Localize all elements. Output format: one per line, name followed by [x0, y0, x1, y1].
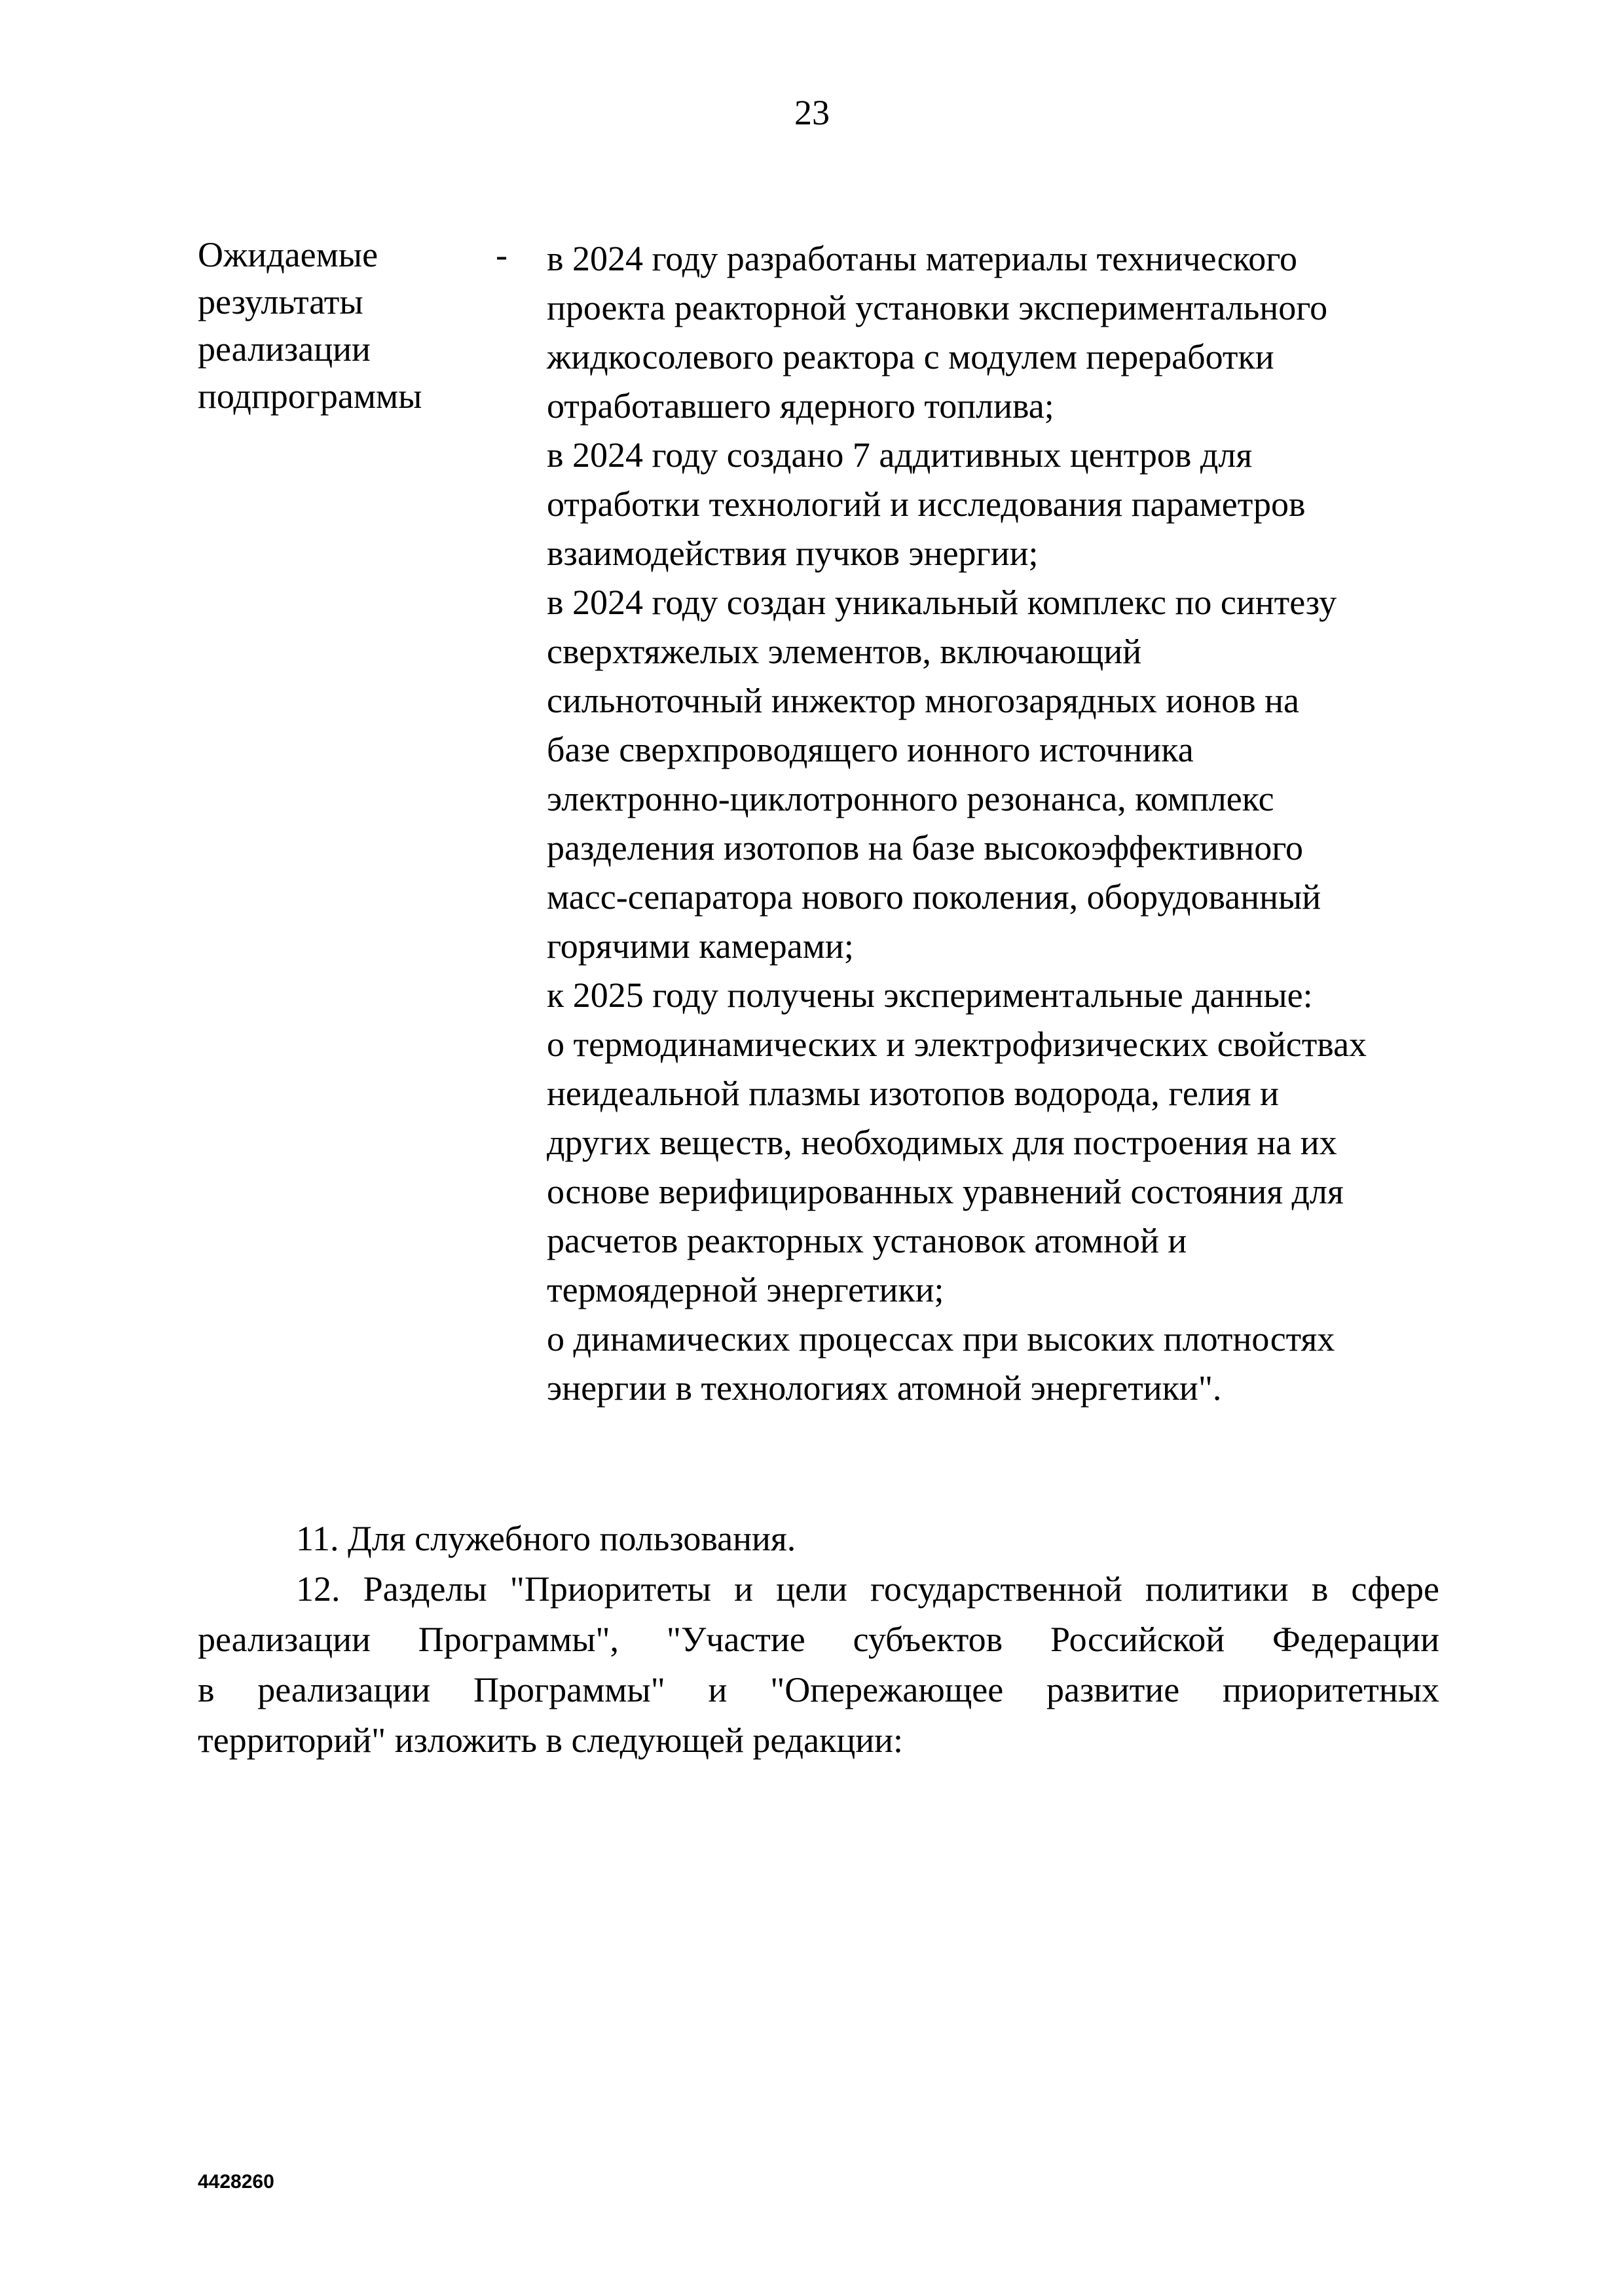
results-label	[198, 231, 473, 420]
results-line: в 2024 году создано 7 аддитивных центров для	[547, 435, 1253, 475]
body-paragraphs	[198, 1514, 1439, 1766]
results-line: расчетов реакторных установок атомной и	[547, 1221, 1187, 1260]
results-line: сильноточный инжектор многозарядных ионов на	[547, 681, 1299, 720]
results-line: базе сверхпроводящего ионного источника	[547, 730, 1194, 769]
paragraph-11: 11. Для служебного пользования.	[296, 1519, 796, 1558]
results-line: масс-сепаратора нового поколения, оборудованный	[547, 877, 1321, 917]
results-line: разделения изотопов на базе высокоэффективного	[547, 828, 1304, 867]
results-line: других веществ, необходимых для построения на их	[547, 1123, 1337, 1162]
results-line: неидеальной плазмы изотопов водорода, гелия и	[547, 1074, 1279, 1113]
paragraph-12-line: территорий" изложить в следующей редакции:	[198, 1721, 904, 1760]
results-line: отработки технологий и исследования параметров	[547, 484, 1306, 524]
results-dash: -	[496, 235, 507, 274]
results-line: жидкосолевого реактора с модулем переработки	[547, 337, 1274, 376]
results-line: сверхтяжелых элементов, включающий	[547, 632, 1142, 671]
results-line: в 2024 году создан уникальный комплекс по синтезу	[547, 583, 1337, 622]
results-line: к 2025 году получены экспериментальные данные:	[547, 975, 1313, 1015]
results-line: отработавшего ядерного топлива;	[547, 386, 1054, 426]
results-line: термоядерной энергетики;	[547, 1270, 944, 1309]
results-line: проекта реакторной установки экспериментального	[547, 288, 1328, 327]
paragraph-12-line: 12. Разделы "Приоритеты и цели государственной политики в сфере	[296, 1569, 1439, 1609]
results-line: о термодинамических и электрофизических свойствах	[547, 1025, 1367, 1064]
results-line: в 2024 году разработаны материалы технического	[547, 239, 1298, 278]
results-line: основе верифицированных уравнений состояния для	[547, 1172, 1344, 1211]
results-line: о динамических процессах при высоких плотностях	[547, 1319, 1335, 1358]
page-number: 23	[794, 93, 830, 132]
document-code: 4428260	[198, 2171, 274, 2193]
results-label-line: подпрограммы	[198, 376, 422, 416]
results-line: взаимодействия пучков энергии;	[547, 534, 1039, 573]
results-line: электронно-циклотронного резонанса, комплекс	[547, 779, 1274, 818]
results-text	[547, 234, 1464, 1413]
paragraph-12-line: в реализации Программы" и "Опережающее развитие приоритетных	[198, 1670, 1439, 1709]
results-line: горячими камерами;	[547, 926, 854, 966]
paragraph-12-line: реализации Программы", "Участие субъектов Российской Федерации	[198, 1620, 1439, 1659]
results-line: энергии в технологиях атомной энергетики".	[547, 1368, 1222, 1408]
results-label-line: результаты	[198, 282, 363, 321]
results-label-line: реализации	[198, 329, 371, 369]
results-label-line: Ожидаемые	[198, 235, 378, 274]
